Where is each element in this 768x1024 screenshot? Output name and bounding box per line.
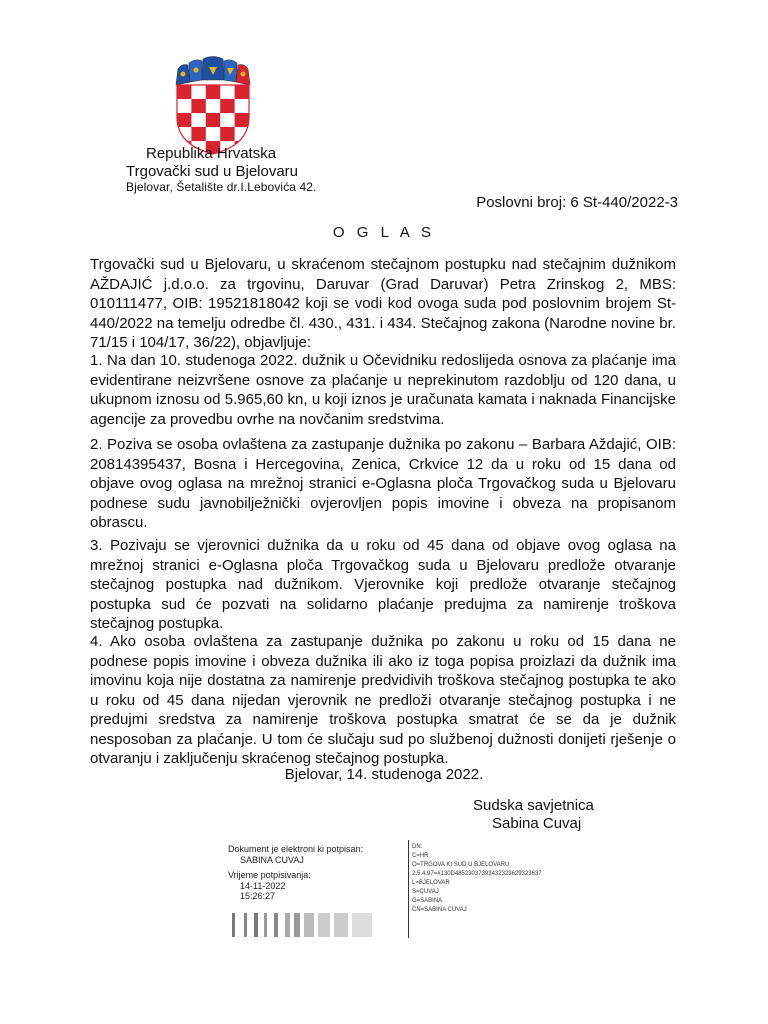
dn-line: S=CUVAJ xyxy=(412,889,439,895)
case-number: Poslovni broj: 6 St-440/2022-3 xyxy=(476,194,678,211)
dn-line: CN=SABINA CUVAJ xyxy=(412,907,467,913)
signature-divider xyxy=(408,840,409,938)
dn-line: L=BJELOVAR xyxy=(412,880,450,886)
document-title: O G L A S xyxy=(332,224,436,241)
signer-title: Sudska savjetnica xyxy=(473,797,594,814)
republic-name: Republika Hrvatska xyxy=(146,145,277,162)
croatian-coat-of-arms-icon xyxy=(172,55,254,155)
signing-date: 14-11-2022 xyxy=(240,881,286,891)
dn-line: C=HR xyxy=(412,853,429,859)
court-address: Bjelovar, Šetalište dr.I.Lebovića 42. xyxy=(126,180,317,194)
signing-time-label: Vrijeme potpisivanja: xyxy=(228,870,311,880)
signed-label: Dokument je elektroni ki potpisan: xyxy=(228,844,364,854)
dn-line: O=TRGOVA KI SUD U BJELOVARU xyxy=(412,862,510,868)
dn-line: G=SABINA xyxy=(412,898,443,904)
dn-line: 2.5.4.97=#130D48523037393432323629323637 xyxy=(412,871,542,877)
signer-name: Sabina Cuvaj xyxy=(492,815,582,832)
paragraph-2: 2. Poziva se osoba ovlaštena za zastupanje dužnika po zakonu – Barbara Aždajić, OIB: 20814395437, Bosna i Hercegovina, Zenica, Crkvice 12 da u roku od 15 dana od objave ovog oglasa na mrežnoj stranici e-Oglasna ploča Trgovačkog suda u Bjelovaru podnese sudu javnobilježnički ovjerovljen popis imovine i obveza na propisanom obrascu. xyxy=(90,436,676,531)
paragraph-1: 1. Na dan 10. studenoga 2022. dužnik u Očevidniku redoslijeda osnova za plaćanje ima evidentirane neizvršene osnove za plaćanje u neprekinutom razdoblju od 120 dana, u ukupnom iznosu od 5.965,60 kn, u koji iznos je uračunata kamata i naknada Financijske agencije za provedbu ovrhe na novčanim sredstvima. xyxy=(90,352,676,428)
court-name: Trgovački sud u Bjelovaru xyxy=(126,163,299,180)
paragraph-4: 4. Ako osoba ovlaštena za zastupanje dužnika po zakonu u roku od 15 dana ne podnese popis imovine i obveza dužnika ili ako iz toga popisa proizlazi da dužnik ima imovinu koja nije dostatna za namirenje predvidivih troškova stečajnog postupka te ako u roku od 45 dana nijedan vjerovnik ne predloži otvaranje stečajnog postupka i ne predujmi sredstva za namirenje troškova postupka smatrat će se da je dužnik nesposoban za plaćanje. U tom će slučaju sud po službenoj dužnosti donijeti rješenje o otvaranju i zaključenju skraćenog stečajnog postupka. xyxy=(90,633,676,767)
dn-line: DN: xyxy=(412,844,423,850)
signed-by: SABINA CUVAJ xyxy=(240,855,304,865)
paragraph-3: 3. Pozivaju se vjerovnici dužnika da u roku od 45 dana od objave ovog oglasa na mrežnoj stranici e-Oglasna ploča Trgovačkog suda u Bjelovaru predlože otvaranje stečajnog postupka nad dužnikom. Vjerovnike koji predlože otvaranje stečajnog postupka sud će pozvati na solidarno plaćanje predujma za namirenje troškova stečajnog postupka. xyxy=(90,537,676,632)
signature-barcode-icon xyxy=(232,913,377,937)
place-and-date: Bjelovar, 14. studenoga 2022. xyxy=(284,766,484,783)
coat-crown xyxy=(176,57,250,86)
intro-paragraph: Trgovački sud u Bjelovaru, u skraćenom stečajnom postupku nad stečajnim dužnikom AŽDAJIĆ j.d.o.o. za trgovinu, Daruvar (Grad Daruvar) Petra Zrinskog 2, MBS: 010111477, OIB: 19521818042 koji se vodi kod ovoga suda pod poslovnim brojem St-440/2022 na temelju odredbe čl. 430., 431. i 434. Stečajnog zakona (Narodne novine br. 71/15 i 104/17, 36/22), objavljuje: xyxy=(90,256,676,351)
signing-time: 15:26:27 xyxy=(240,891,276,901)
